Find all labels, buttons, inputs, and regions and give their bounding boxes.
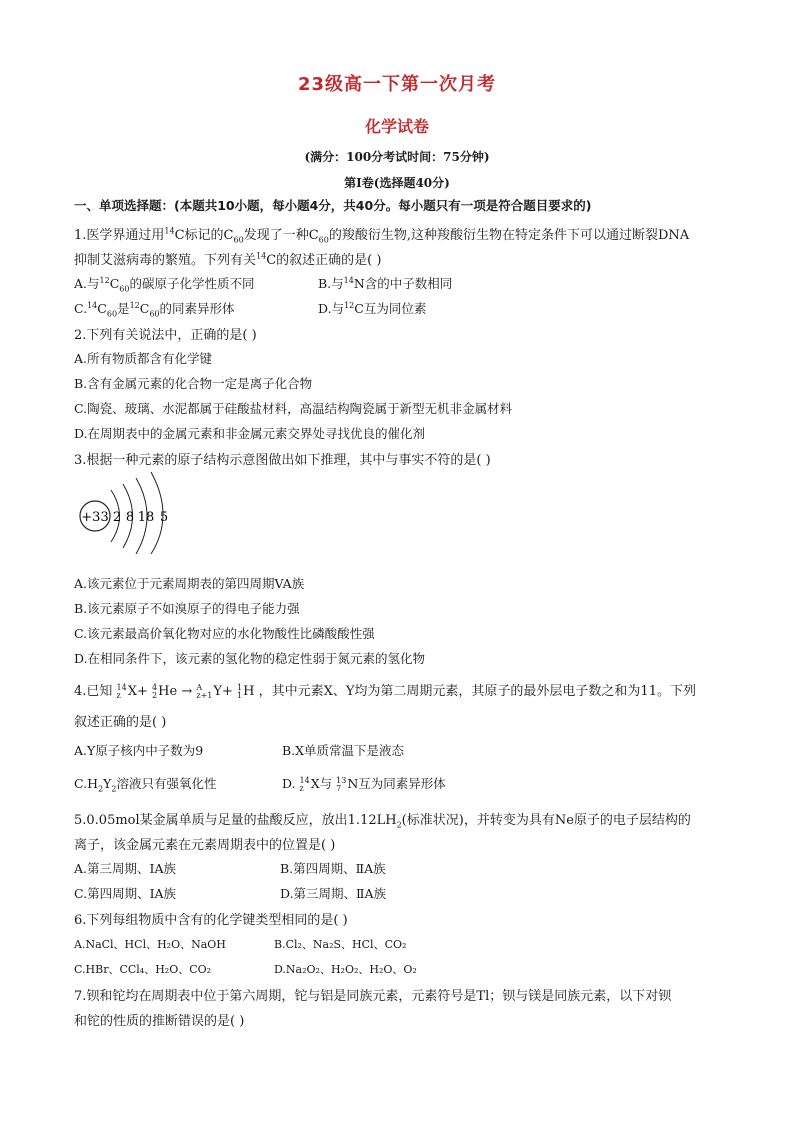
q1-text: 发现了一种C [243, 228, 319, 243]
q4-stem-line1 [74, 680, 696, 700]
exam-title: 23级高一下第一次月考 [297, 74, 497, 95]
shell-electrons: 2 [112, 510, 122, 525]
shell-electrons: 5 [159, 510, 169, 525]
nuclide-index [196, 684, 212, 700]
symbol-y: Y [213, 684, 222, 699]
q4-option-d [282, 774, 446, 793]
q1-d-sup: 12 [344, 300, 355, 310]
atomic-number: z+1 [196, 690, 213, 700]
q5-option-b: B.第四周期、ⅡA族 [280, 861, 386, 876]
q5-sub: 2 [396, 820, 402, 830]
q3-option-a: A.该元素位于元素周期表的第四周期VA族 [74, 576, 305, 591]
symbol-h: H [243, 684, 255, 699]
q1-text: C标记的C [174, 228, 234, 243]
q4-option-b: B.X单质常温下是液态 [282, 743, 405, 758]
q4-d-text: D. [282, 776, 296, 791]
q1-stem-line2 [74, 249, 381, 268]
nuclide-index [300, 777, 310, 793]
q5-option-d: D.第三周期、ⅡA族 [280, 886, 387, 901]
q1-a-text: C [109, 276, 120, 291]
q1-stem-line1 [74, 224, 689, 245]
q1-text: 1.医学界通过用 [74, 228, 165, 243]
q1-a-text: 的碳原子化学性质不同 [129, 276, 255, 291]
symbol-he: He [158, 684, 178, 699]
q6-option-b: B.Cl₂、Na₂S、HCl、CO₂ [274, 938, 407, 951]
q4-text: ，其中元素X、Y均为第二周期元素，其原子的最外层电子数之和为11。下列 [258, 684, 696, 699]
q1-sup: 14 [256, 251, 267, 261]
atomic-number: z [299, 783, 304, 793]
q1-d-text: C互为同位素 [354, 301, 427, 316]
q1-d-text: D.与 [318, 301, 345, 316]
q1-c-sub: 60 [106, 309, 118, 319]
q1-c-text: C [97, 301, 107, 316]
q1-c-sup: 14 [87, 300, 98, 310]
plus-sign: + [221, 684, 233, 699]
q1-b-text: B.与 [318, 276, 344, 291]
plus-sign: + [137, 684, 148, 699]
shell-electrons: 18 [137, 510, 155, 525]
q1-sub: 60 [233, 235, 244, 245]
atomic-structure-diagram [78, 470, 178, 554]
q1-a-sub: 60 [119, 284, 130, 294]
q3-option-d: D.在相同条件下，该元素的氢化物的稳定性弱于氮元素的氢化物 [74, 651, 426, 666]
q1-sub: 60 [318, 235, 329, 245]
part-heading: 第Ⅰ卷(选择题40分) [344, 176, 450, 190]
q4-c-text: C.H [74, 776, 98, 791]
q4-text: 4.已知 [74, 684, 113, 699]
nuclide-index [152, 684, 157, 700]
q1-c-text: 的同素异形体 [159, 301, 235, 316]
q5-option-a: A.第三周期、ⅠA族 [74, 861, 176, 876]
q4-option-a: A.Y原子核内中子数为9 [74, 743, 204, 758]
atomic-number: z [116, 690, 121, 700]
q1-option-c [74, 299, 235, 319]
q1-c-text: C. [74, 301, 88, 316]
q1-option-d [318, 299, 426, 317]
mass-number: 13 [336, 775, 347, 785]
q6-option-d: D.Na₂O₂、H₂O₂、H₂O、O₂ [274, 963, 417, 976]
q2-stem: 2.下列有关说法中，正确的是( ) [74, 328, 257, 343]
nuclide-index [336, 777, 346, 793]
q1-c-text: C [139, 301, 150, 316]
mass-number: 14 [299, 775, 310, 785]
atomic-number: 2 [152, 690, 158, 700]
symbol-x: X [127, 684, 137, 699]
mass-number: A [196, 682, 203, 692]
q2-option-d: D.在周期表中的金属元素和非金属元素交界处寻找优良的催化剂 [74, 426, 426, 441]
q4-d-text: N互为同素异形体 [347, 776, 446, 791]
q1-option-a [74, 274, 254, 294]
q5-stem-line2: 离子，该金属元素在元素周期表中的位置是( ) [74, 838, 336, 853]
q4-c-text: Y [103, 776, 112, 791]
q3-option-b: B.该元素原子不如溴原子的得电子能力强 [74, 601, 300, 616]
q6-stem: 6.下列每组物质中含有的化学键类型相同的是( ) [74, 913, 348, 928]
q4-c-sub: 2 [111, 784, 117, 794]
q4-c-sub: 2 [98, 784, 104, 794]
q7-stem-line1: 7.钡和铊均在周期表中位于第六周期，铊与铝是同族元素，元素符号是Tl；钡与镁是同族元素，以下对钡 [74, 989, 672, 1004]
exam-subject: 化学试卷 [364, 117, 429, 136]
q1-a-text: A.与 [74, 276, 100, 291]
q1-text: 的羧酸衍生物,这种羧酸衍生物在特定条件下可以通过断裂DNA [328, 228, 690, 243]
q6-option-a: A.NaCl、HCl、H₂O、NaOH [74, 938, 226, 951]
q2-option-b: B.含有金属元素的化合物一定是离子化合物 [74, 376, 313, 391]
shell-electrons: 8 [125, 510, 135, 525]
mass-number: 14 [116, 682, 127, 692]
mass-number: 4 [152, 682, 158, 692]
mass-number: 1 [237, 682, 243, 692]
q5-stem-line1 [74, 809, 691, 830]
exam-meta: (满分：100分考试时间：75分钟) [304, 150, 490, 164]
q1-b-text: N含的中子数相同 [353, 276, 453, 291]
q1-b-sup: 14 [343, 275, 354, 285]
nuclide-index [237, 684, 242, 700]
q3-stem: 3.根据一种元素的原子结构示意图做出如下推理，其中与事实不符的是( ) [74, 453, 491, 468]
q2-option-a: A.所有物质都含有化学键 [74, 351, 213, 366]
q1-a-sup: 12 [99, 275, 110, 285]
q2-option-c: C.陶瓷、玻璃、水泥都属于硅酸盐材料，高温结构陶瓷属于新型无机非金属材料 [74, 401, 513, 416]
q1-text: 抑制艾滋病毒的繁殖。下列有关 [74, 253, 257, 268]
q1-c-sup: 12 [129, 300, 140, 310]
q4-c-text: 溶液只有强氧化性 [116, 776, 217, 791]
q7-stem-line2: 和铊的性质的推断错误的是( ) [74, 1014, 245, 1029]
q3-option-c: C.该元素最高价氧化物对应的水化物酸性比磷酸酸性强 [74, 626, 375, 641]
reaction-arrow: → [181, 684, 193, 699]
q1-c-text: 是 [117, 301, 130, 316]
q5-option-c: C.第四周期、ⅠA族 [74, 886, 177, 901]
q1-text: C的叙述正确的是( ) [266, 253, 382, 268]
nuclide-index [117, 684, 127, 700]
atomic-number: 7 [336, 783, 342, 793]
q5-text: 5.0.05mol某金属单质与足量的盐酸反应，放出1.12LH [74, 813, 397, 828]
q6-option-c: C.HBr、CCl₄、H₂O、CO₂ [74, 963, 212, 976]
q5-text: (标准状况)，并转变为具有Ne原子的电子层结构的 [401, 813, 691, 828]
q4-option-c [74, 774, 216, 794]
atomic-number: 1 [237, 690, 243, 700]
nucleus-charge: +33 [81, 510, 109, 525]
q4-stem-line2: 叙述正确的是( ) [74, 715, 167, 730]
q1-sup: 14 [164, 226, 175, 236]
q4-d-text: X与 [310, 776, 333, 791]
section-heading: 一、单项选择题：(本题共10小题，每小题4分，共40分。每小题只有一项是符合题目要求的) [74, 198, 592, 213]
q1-option-b [318, 274, 452, 292]
q1-c-sub: 60 [149, 309, 160, 319]
